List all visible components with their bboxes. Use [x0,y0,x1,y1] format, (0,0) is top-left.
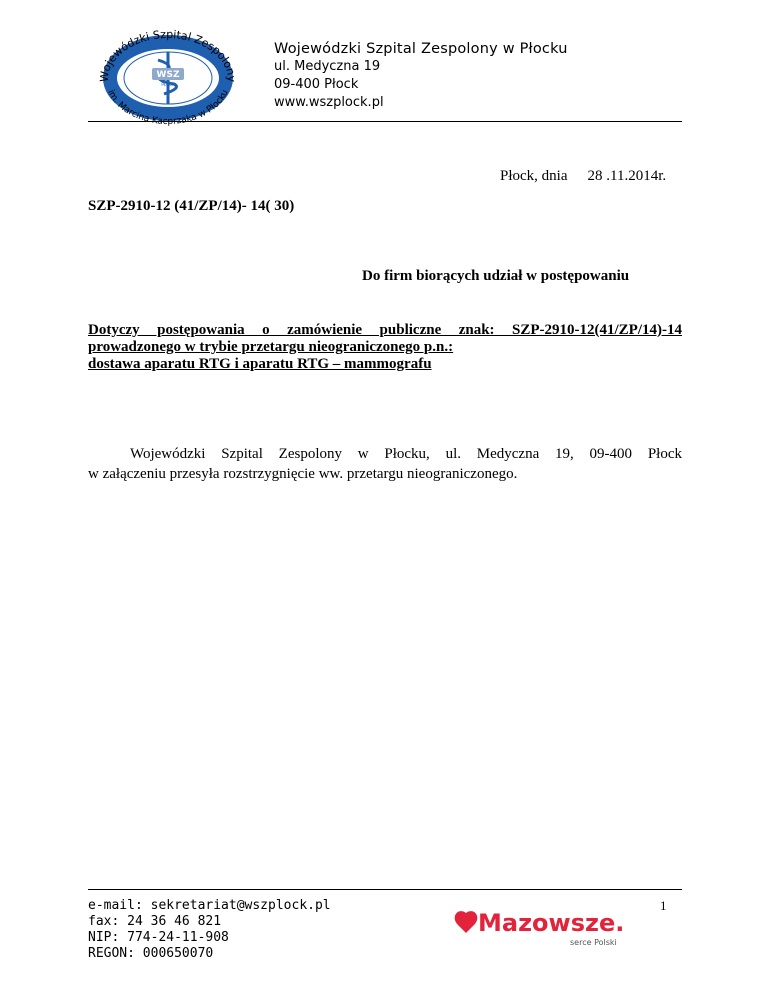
mazowsze-logo [452,905,632,951]
svg-text:PŁOCK: PŁOCK [161,82,175,87]
website-link[interactable]: www.wszplock.pl [274,95,384,110]
footer-email[interactable]: e-mail: sekretariat@wszplock.pl [88,898,331,913]
header-divider [88,121,682,122]
svg-text:WSZ: WSZ [156,70,180,80]
svg-text:serce Polski: serce Polski [570,938,617,947]
svg-text:Wojewódzki Szpital Zespolony: Wojewódzki Szpital Zespolony [97,27,239,83]
page-number: 1 [660,898,667,913]
street-address: ul. Medyczna 19 [274,59,381,74]
date-label: Płock, dnia [500,168,568,184]
hospital-logo [92,22,244,126]
reference-number: SZP-2910-12 (41/ZP/14)- 14( 30) [88,198,295,214]
letterhead [274,40,568,112]
footer-nip: NIP: 774-24-11-908 [88,930,229,945]
postal-city: 09-400 Płock [274,77,359,92]
subject-line: prowadzonego w trybie przetargu nieograniczonego p.n.: [88,339,454,355]
svg-text:Mazowsze.: Mazowsze. [478,909,625,937]
subject-line: dostawa aparatu RTG i aparatu RTG – mammografu [88,356,432,372]
addressee: Do firm biorących udział w postępowaniu [362,268,630,284]
body-line: w załączeniu przesyła rozstrzygnięcie ww. przetargu nieograniczonego. [88,466,518,482]
heart-icon [455,911,478,933]
footer-divider [88,889,682,890]
date-value: 28 .11.2014r. [587,168,667,184]
footer-fax: fax: 24 36 46 821 [88,914,222,929]
hospital-name: Wojewódzki Szpital Zespolony w Płocku [274,41,568,57]
subject-block [88,322,682,373]
footer-regon: REGON: 000650070 [88,946,214,961]
document-date [500,168,666,185]
subject-line: Dotyczy postępowania o zamówienie publiczne znak: SZP-2910-12(41/ZP/14)-14 [88,322,682,338]
body-line: Wojewódzki Szpital Zespolony w Płocku, ul. Medyczna 19, 09-400 Płock [130,446,682,462]
footer-contact [88,898,331,962]
body-paragraph [88,444,682,484]
svg-text:im. Marcina Kacprzaka w Płocku: im. Marcina Kacprzaka w Płocku [105,88,231,126]
